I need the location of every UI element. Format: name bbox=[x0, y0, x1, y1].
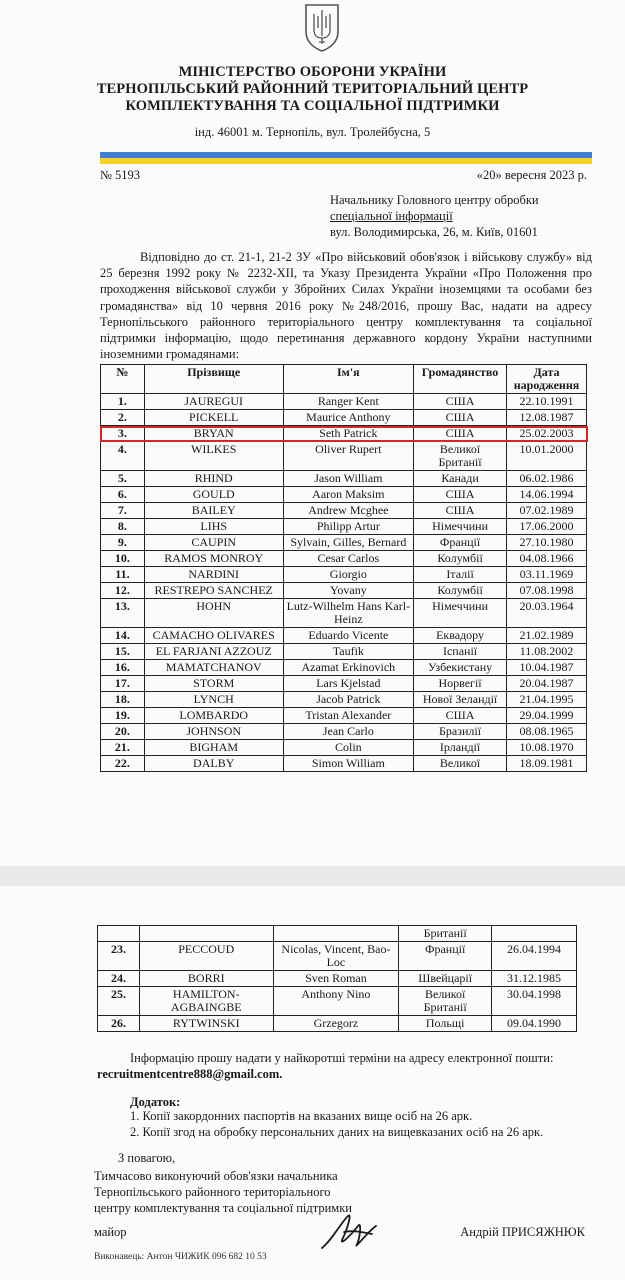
cell-dob: 04.08.1966 bbox=[507, 551, 587, 567]
cell-citizenship: Великої Британії bbox=[414, 442, 507, 471]
cell-number: 1. bbox=[101, 394, 145, 410]
cell-name: Maurice Anthony bbox=[283, 410, 414, 426]
table-row bbox=[101, 644, 587, 660]
cell-citizenship: Німеччини bbox=[414, 599, 507, 628]
cell-dob: 14.06.1994 bbox=[507, 487, 587, 503]
foreigners-table-continued bbox=[97, 925, 577, 1032]
cell-name: Nicolas, Vincent, Bao-Loc bbox=[273, 942, 399, 971]
cell-surname: BRYAN bbox=[144, 426, 283, 442]
cell-citizenship: США bbox=[414, 394, 507, 410]
table-row bbox=[101, 692, 587, 708]
cell-dob: 27.10.1980 bbox=[507, 535, 587, 551]
cell-dob: 26.04.1994 bbox=[492, 942, 577, 971]
cell-dob: 10.04.1987 bbox=[507, 660, 587, 676]
cell-number: 18. bbox=[101, 692, 145, 708]
cell-surname: PICKELL bbox=[144, 410, 283, 426]
cell-name: Simon William bbox=[283, 756, 414, 772]
cell-citizenship: США bbox=[414, 487, 507, 503]
cell-number: 17. bbox=[101, 676, 145, 692]
position-line2: Тернопільського районного територіального bbox=[94, 1185, 331, 1199]
cell-name: Jason William bbox=[283, 471, 414, 487]
cell-surname: RESTREPO SANCHEZ bbox=[144, 583, 283, 599]
cell-name: Colin bbox=[283, 740, 414, 756]
cell-surname: LIHS bbox=[144, 519, 283, 535]
table-row bbox=[101, 394, 587, 410]
cell-number: 11. bbox=[101, 567, 145, 583]
cell-surname: LYNCH bbox=[144, 692, 283, 708]
recipient-block bbox=[330, 192, 590, 240]
table-row bbox=[101, 724, 587, 740]
cell-name: Jacob Patrick bbox=[283, 692, 414, 708]
cell-surname: PECCOUD bbox=[139, 942, 273, 971]
table-row bbox=[101, 628, 587, 644]
cell-name: Aaron Maksim bbox=[283, 487, 414, 503]
table-row bbox=[98, 942, 577, 971]
cell-number: 5. bbox=[101, 471, 145, 487]
cell-number: 15. bbox=[101, 644, 145, 660]
cell-surname: WILKES bbox=[144, 442, 283, 471]
cell-surname: BORRI bbox=[139, 971, 273, 987]
cell-name: Sylvain, Gilles, Bernard bbox=[283, 535, 414, 551]
regards: З повагою, bbox=[118, 1151, 176, 1165]
cell-number: 8. bbox=[101, 519, 145, 535]
cell-citizenship: Еквадору bbox=[414, 628, 507, 644]
cell-number: 4. bbox=[101, 442, 145, 471]
table-row bbox=[101, 519, 587, 535]
cell-surname: BAILEY bbox=[144, 503, 283, 519]
attachments-title: Додаток: bbox=[130, 1095, 181, 1109]
org-address: інд. 46001 м. Тернопіль, вул. Тролейбусна, 5 bbox=[194, 125, 431, 139]
cell-dob: 12.08.1987 bbox=[507, 410, 587, 426]
cell-surname: CAUPIN bbox=[144, 535, 283, 551]
cell-number: 20. bbox=[101, 724, 145, 740]
table-row bbox=[101, 442, 587, 471]
cell-number: 9. bbox=[101, 535, 145, 551]
attachment-item-2: 2. Копії згод на обробку персональних даних на вищевказаних осіб на 26 арк. bbox=[130, 1125, 544, 1139]
attachment-item-1: 1. Копії закордонних паспортів на вказаних вище осіб на 26 арк. bbox=[130, 1109, 473, 1123]
cell-name: Grzegorz bbox=[273, 1016, 399, 1032]
cell-dob: 20.04.1987 bbox=[507, 676, 587, 692]
col-header-citizenship: Громадянство bbox=[414, 365, 507, 394]
table-row bbox=[101, 599, 587, 628]
cell-citizenship: Бразилії bbox=[414, 724, 507, 740]
cell-name: Oliver Rupert bbox=[283, 442, 414, 471]
cell-dob: 06.02.1986 bbox=[507, 471, 587, 487]
cell-number: 25. bbox=[98, 987, 140, 1016]
table-row bbox=[101, 740, 587, 756]
cell-citizenship: Франції bbox=[414, 535, 507, 551]
page-separator bbox=[0, 866, 625, 886]
cell-surname: BIGHAM bbox=[144, 740, 283, 756]
cell-name: Tristan Alexander bbox=[283, 708, 414, 724]
request-text: Інформацію прошу надати у найкоротші терміни на адресу електронної пошти: bbox=[130, 1051, 554, 1065]
continuation-cell: Британії bbox=[399, 926, 492, 942]
cell-citizenship: Німеччини bbox=[414, 519, 507, 535]
table-row bbox=[101, 551, 587, 567]
cell-dob: 09.04.1990 bbox=[492, 1016, 577, 1032]
table-row bbox=[101, 471, 587, 487]
table-row bbox=[98, 1016, 577, 1032]
cell-citizenship: Узбекистану bbox=[414, 660, 507, 676]
cell-number: 19. bbox=[101, 708, 145, 724]
table-row bbox=[101, 756, 587, 772]
cell-name: Lutz-Wilhelm Hans Karl-Heinz bbox=[283, 599, 414, 628]
cell-surname: JAUREGUI bbox=[144, 394, 283, 410]
signer-name: Андрій ПРИСЯЖНЮК bbox=[460, 1225, 585, 1239]
table-row bbox=[101, 708, 587, 724]
cell-number: 6. bbox=[101, 487, 145, 503]
cell-citizenship: Колумбії bbox=[414, 583, 507, 599]
position-line1: Тимчасово виконуючий обов'язки начальника bbox=[94, 1169, 338, 1183]
cell-citizenship: Канади bbox=[414, 471, 507, 487]
cell-surname: HAMILTON-AGBAINGBE bbox=[139, 987, 273, 1016]
cell-surname: HOHN bbox=[144, 599, 283, 628]
position-line3: центру комплектування та соціальної підтримки bbox=[94, 1201, 352, 1215]
cell-number: 23. bbox=[98, 942, 140, 971]
cell-name: Yovany bbox=[283, 583, 414, 599]
cell-number: 10. bbox=[101, 551, 145, 567]
executor-line: Виконавець: Антон ЧИЖИК 096 682 10 53 bbox=[94, 1252, 267, 1262]
cell-number: 7. bbox=[101, 503, 145, 519]
cell-dob: 20.03.1964 bbox=[507, 599, 587, 628]
flag-stripe-yellow bbox=[100, 158, 592, 164]
cell-surname: DALBY bbox=[144, 756, 283, 772]
letter-date: «20» вересня 2023 р. bbox=[476, 168, 587, 182]
cell-dob: 25.02.2003 bbox=[507, 426, 587, 442]
cell-citizenship: США bbox=[414, 503, 507, 519]
cell-citizenship: Колумбії bbox=[414, 551, 507, 567]
cell-dob: 22.10.1991 bbox=[507, 394, 587, 410]
col-header-number: № bbox=[101, 365, 145, 394]
cell-dob: 29.04.1999 bbox=[507, 708, 587, 724]
cell-name: Anthony Nino bbox=[273, 987, 399, 1016]
cell-name: Ranger Kent bbox=[283, 394, 414, 410]
org-title-line2: ТЕРНОПІЛЬСЬКИЙ РАЙОННИЙ ТЕРИТОРІАЛЬНИЙ ЦЕНТР bbox=[96, 81, 529, 97]
table-row bbox=[98, 987, 577, 1016]
cell-name: Sven Roman bbox=[273, 971, 399, 987]
cell-citizenship: Нової Зеландії bbox=[414, 692, 507, 708]
cell-number: 14. bbox=[101, 628, 145, 644]
cell-name: Seth Patrick bbox=[283, 426, 414, 442]
table-row bbox=[101, 535, 587, 551]
cell-surname: RYTWINSKI bbox=[139, 1016, 273, 1032]
cell-dob: 10.01.2000 bbox=[507, 442, 587, 471]
cell-citizenship: США bbox=[414, 708, 507, 724]
cell-citizenship: Норвегії bbox=[414, 676, 507, 692]
cell-number: 22. bbox=[101, 756, 145, 772]
org-title-line3: КОМПЛЕКТУВАННЯ ТА СОЦІАЛЬНОЇ ПІДТРИМКИ bbox=[125, 98, 500, 114]
cell-surname: RAMOS MONROY bbox=[144, 551, 283, 567]
cell-name: Eduardo Vicente bbox=[283, 628, 414, 644]
recipient-line2: спеціальної інформації bbox=[330, 209, 453, 223]
cell-dob: 08.08.1965 bbox=[507, 724, 587, 740]
cell-surname: MAMATCHANOV bbox=[144, 660, 283, 676]
highlight-box bbox=[100, 426, 588, 442]
cell-name: Cesar Carlos bbox=[283, 551, 414, 567]
cell-dob: 07.02.1989 bbox=[507, 503, 587, 519]
cell-dob: 03.11.1969 bbox=[507, 567, 587, 583]
cell-number: 2. bbox=[101, 410, 145, 426]
cell-dob: 30.04.1998 bbox=[492, 987, 577, 1016]
cell-number: 26. bbox=[98, 1016, 140, 1032]
cell-name: Philipp Artur bbox=[283, 519, 414, 535]
cell-dob: 17.06.2000 bbox=[507, 519, 587, 535]
cell-citizenship: США bbox=[414, 426, 507, 442]
col-header-surname: Прізвище bbox=[144, 365, 283, 394]
table-row bbox=[101, 410, 587, 426]
signature-icon bbox=[318, 1210, 382, 1254]
email-address: recruitmentcentre888@gmail.com. bbox=[97, 1067, 283, 1081]
cell-name: Azamat Erkinovich bbox=[283, 660, 414, 676]
cell-name: Lars Kjelstad bbox=[283, 676, 414, 692]
cell-surname: STORM bbox=[144, 676, 283, 692]
cell-dob: 21.02.1989 bbox=[507, 628, 587, 644]
table-row bbox=[98, 926, 577, 942]
cell-dob: 11.08.2002 bbox=[507, 644, 587, 660]
cell-citizenship: Польщі bbox=[399, 1016, 492, 1032]
cell-surname: JOHNSON bbox=[144, 724, 283, 740]
cell-dob: 07.08.1998 bbox=[507, 583, 587, 599]
table-header-row bbox=[101, 365, 587, 394]
recipient-line1: Начальнику Головного центру обробки bbox=[330, 193, 539, 207]
cell-name: Jean Carlo bbox=[283, 724, 414, 740]
cell-name: Andrew Mcghee bbox=[283, 503, 414, 519]
cell-dob: 31.12.1985 bbox=[492, 971, 577, 987]
cell-number: 13. bbox=[101, 599, 145, 628]
col-header-dob: Дата народження bbox=[507, 365, 587, 394]
signer-rank: майор bbox=[94, 1225, 127, 1239]
table-row bbox=[101, 487, 587, 503]
cell-name: Taufik bbox=[283, 644, 414, 660]
org-title-line1: МІНІСТЕРСТВО ОБОРОНИ УКРАЇНИ bbox=[178, 64, 447, 80]
letter-body: Відповідно до ст. 21-1, 21-2 ЗУ «Про військовий обов'язок і військову службу» від 25 березня 1992 року № 2232-ХІІ, та Указу Президента України «Про Положення про проходження військової служби у Збройних Силах України іноземцями та особами без громадянства» від 10 червня 2016 року №248/2016, прошу Вас, надати на адресу Тернопільського районного територіального центру комплектування та соціальної підтримки інформацію, щодо перетинання державного кордону України наступними іноземними громадянами: bbox=[100, 250, 592, 362]
cell-citizenship: Ірландії bbox=[414, 740, 507, 756]
cell-surname: GOULD bbox=[144, 487, 283, 503]
cell-number: 12. bbox=[101, 583, 145, 599]
cell-citizenship: Великої bbox=[414, 756, 507, 772]
cell-citizenship: Великої Британії bbox=[399, 987, 492, 1016]
coat-of-arms-icon bbox=[302, 2, 342, 52]
cell-citizenship: Швейцарії bbox=[399, 971, 492, 987]
table-row bbox=[101, 583, 587, 599]
cell-surname: NARDINI bbox=[144, 567, 283, 583]
cell-citizenship: Італії bbox=[414, 567, 507, 583]
cell-citizenship: США bbox=[414, 410, 507, 426]
table-row bbox=[101, 676, 587, 692]
cell-surname: CAMACHO OLIVARES bbox=[144, 628, 283, 644]
cell-number: 21. bbox=[101, 740, 145, 756]
letter-number: № 5193 bbox=[100, 168, 141, 182]
cell-citizenship: Франції bbox=[399, 942, 492, 971]
cell-surname: RHIND bbox=[144, 471, 283, 487]
cell-citizenship: Іспанії bbox=[414, 644, 507, 660]
cell-number: 24. bbox=[98, 971, 140, 987]
table-row bbox=[98, 971, 577, 987]
cell-number: 16. bbox=[101, 660, 145, 676]
recipient-line3: вул. Володимирська, 26, м. Київ, 01601 bbox=[330, 225, 538, 239]
col-header-name: Ім'я bbox=[283, 365, 414, 394]
cell-name: Giorgio bbox=[283, 567, 414, 583]
table-row bbox=[101, 503, 587, 519]
table-row bbox=[101, 660, 587, 676]
cell-dob: 18.09.1981 bbox=[507, 756, 587, 772]
cell-surname: LOMBARDO bbox=[144, 708, 283, 724]
cell-number: 3. bbox=[101, 426, 145, 442]
cell-surname: EL FARJANI AZZOUZ bbox=[144, 644, 283, 660]
cell-dob: 21.04.1995 bbox=[507, 692, 587, 708]
cell-dob: 10.08.1970 bbox=[507, 740, 587, 756]
table-row bbox=[101, 567, 587, 583]
